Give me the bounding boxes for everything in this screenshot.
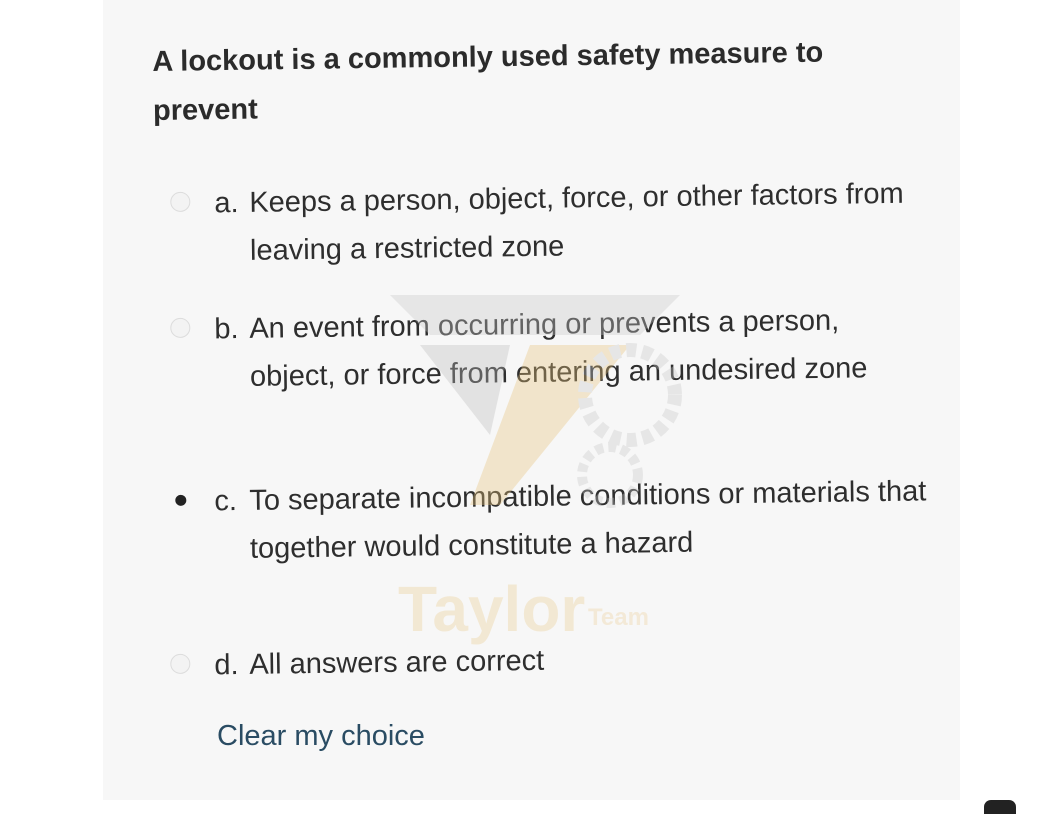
answer-option-a[interactable]	[170, 169, 931, 276]
clear-my-choice-link[interactable]: Clear my choice	[217, 720, 425, 752]
option-label-d: All answers are correct	[249, 644, 545, 681]
option-letter-d: d.	[214, 649, 239, 682]
watermark-team: Team	[588, 604, 649, 631]
question-line-1: A lockout is a commonly used safety measure to	[152, 36, 824, 78]
radio-button-d[interactable]	[170, 654, 190, 674]
answer-option-c[interactable]	[170, 467, 931, 574]
option-label-b: An event from occurring or prevents a person, object, or force from entering an undesired zone	[249, 304, 868, 393]
radio-button-c-selected[interactable]	[170, 490, 190, 510]
option-letter-c: c.	[214, 485, 238, 518]
radio-button-a[interactable]	[170, 192, 190, 212]
question-text	[152, 27, 913, 136]
option-label-c: To separate incompatible conditions or materials that together would constitute a hazard	[249, 475, 927, 565]
option-label-a: Keeps a person, object, force, or other factors from leaving a restricted zone	[249, 177, 904, 267]
chat-bubble-icon[interactable]	[984, 800, 1016, 814]
option-letter-a: a.	[214, 187, 239, 220]
answer-option-b[interactable]	[170, 295, 931, 402]
watermark-name: Taylor	[398, 573, 586, 645]
option-letter-b: b.	[214, 313, 239, 346]
radio-button-b[interactable]	[170, 318, 190, 338]
question-line-2: prevent	[152, 93, 258, 127]
